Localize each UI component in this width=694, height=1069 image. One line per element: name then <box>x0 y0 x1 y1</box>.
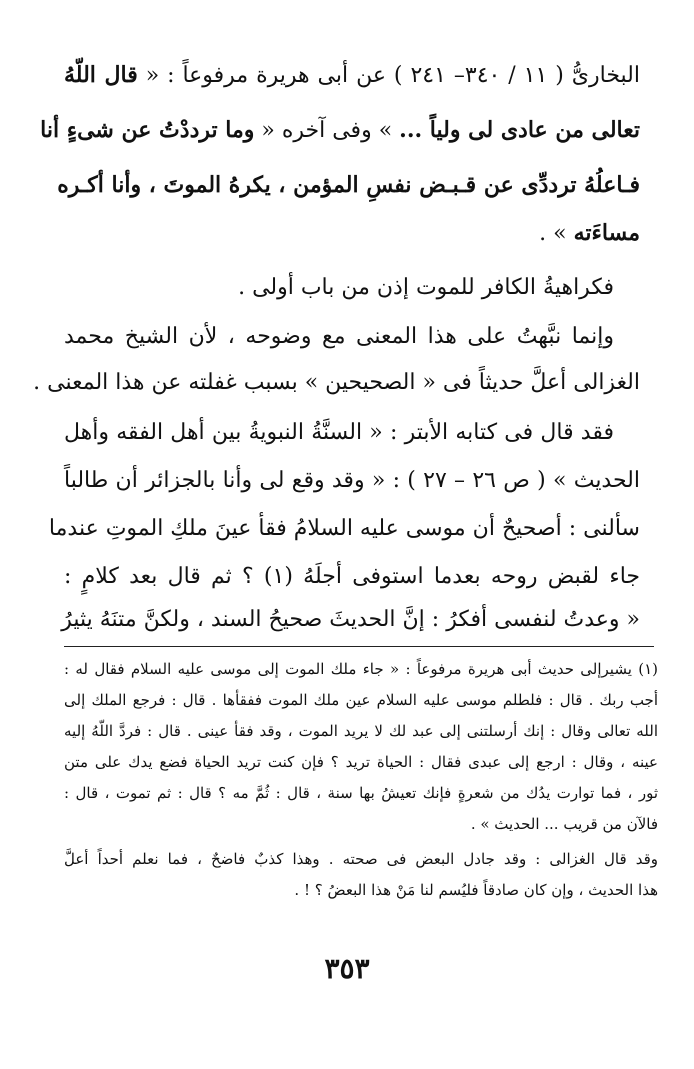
paragraph-line: فكراهيةُ الكافر للموت إذن من باب أولى . <box>238 275 614 300</box>
body-line-1 <box>64 60 640 91</box>
footnote-line: الله تعالى وقال : إنك أرسلتنى إلى عبد لك لا يريد الموت ، وقد فقأ عينى . قال : فردَّ اللّهُ إليه <box>64 722 658 740</box>
body-text: » وفى آخره « <box>254 118 400 143</box>
hadith-quote-bold: تعالى من عادى لى ولياً ... <box>399 117 640 143</box>
hadith-quote-bold: قال اللّهُ <box>64 62 138 88</box>
paragraph-line: فقد قال فى كتابه الأبتر : « السنَّةُ النبويةُ بين أهل الفقه وأهل <box>64 420 614 445</box>
hadith-quote-bold: مساءَته <box>573 220 640 246</box>
paragraph-line: « وعدتُ لنفسى أفكرُ : إنَّ الحديثَ صحيحُ السند ، ولكنَّ متنَهُ يثيرُ <box>61 607 640 632</box>
footnote-line: أجب ربك . قال : فلطلم موسى عليه السلام عين ملك الموت ففقأها . قال : فرجع الملك إلى <box>64 691 658 709</box>
body-line-3 <box>57 170 640 201</box>
footnote-line: وقد قال الغزالى : وقد جادل البعض فى صحته . وهذا كذبٌ فاضحٌ ، فما نعلم أحداً أعلَّ <box>64 850 658 868</box>
paragraph-line: جاء لقبض روحه بعدما استوفى أجلَهُ (١) ؟ ثم قال بعد كلامٍ : <box>64 564 640 589</box>
hadith-quote-bold: فـاعلُهُ ترددِّى عن قـبـض نفسِ المؤمن ، يكرهُ الموتَ ، وأنا أكـره <box>57 172 640 198</box>
paragraph-line: الحديث » ( ص ٢٦ – ٢٧ ) : « وقد وقع لى وأنا بالجزائر أن طالباً <box>64 468 641 493</box>
paragraph-line: الغزالى أعلَّ حديثاً فى « الصحيحين » بسبب غفلته عن هذا المعنى . <box>33 370 640 395</box>
page-number: ٣٥٣ <box>324 952 370 985</box>
hadith-source-text: البخارىُّ ( ١١ / ٣٤٠– ٢٤١ ) عن أبى هريرة مرفوعاً : « <box>137 63 640 88</box>
body-text: » . <box>539 221 574 246</box>
footnote-line: (١) يشيرإلى حديث أبى هريرة مرفوعاً : « جاء ملك الموت إلى موسى عليه السلام فقال له : <box>64 660 658 678</box>
hadith-quote-bold: وما ترددْتُ عن شىءٍ أنا <box>40 117 255 143</box>
footnote-line: عينه ، وقال : ارجع إلى عبدى فقال : الحياة تريد ؟ فإن كنت تريد الحياة فضع يدك على متن <box>64 753 658 771</box>
paragraph-line: وإنما نبَّهتُ على هذا المعنى مع وضوحه ، لأن الشيخ محمد <box>64 324 614 349</box>
paragraph-line: سألنى : أصحيحٌ أن موسى عليه السلامُ فقأ عينَ ملكِ الموتِ عندما <box>48 516 640 541</box>
body-line-2 <box>40 115 640 146</box>
body-line-4 <box>64 218 640 249</box>
footnote-line: ثور ، فما توارت يدُك من شعرةٍ فإنك تعيشُ بها سنة ، قال : ثُمَّ مه ؟ قال : ثم تموت ، قال : <box>64 784 658 802</box>
footnote-divider <box>64 646 654 647</box>
footnote-line: هذا الحديث ، وإن كان صادقاً فليُسم لنا مَنْ هذا البعضُ ؟ ! . <box>294 881 658 899</box>
footnote-line: فالآن من قريب ... الحديث » . <box>470 815 658 833</box>
